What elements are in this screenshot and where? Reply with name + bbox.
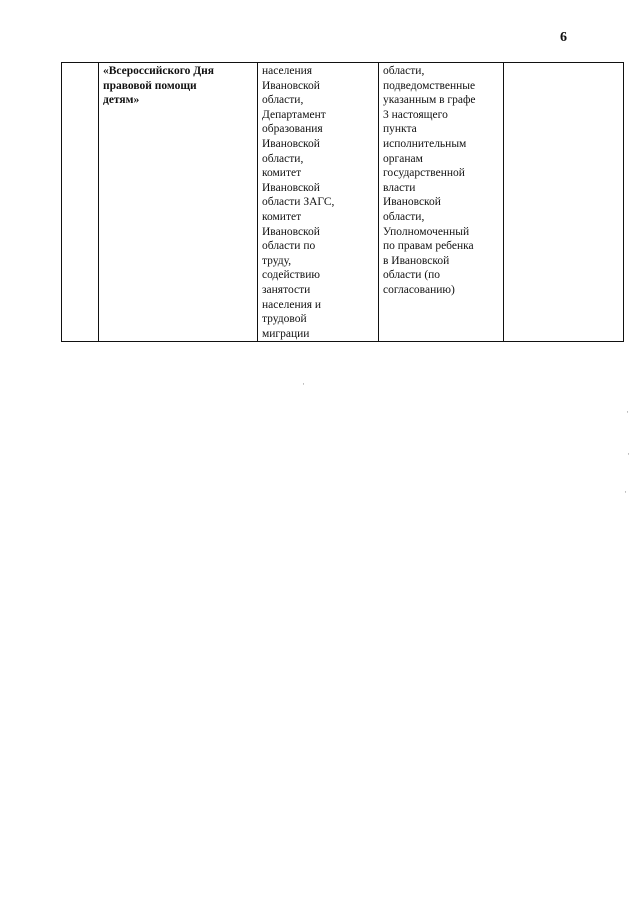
table-row xyxy=(62,63,624,342)
page-number: 6 xyxy=(560,30,567,45)
scan-speck: · xyxy=(302,379,305,389)
responsible-cell: населения Ивановской области, Департамент образования Ивановской области, комитет Ивановской области ЗАГС, комитет Ивановской области по труду, содействию занятости населения и трудовой миграции xyxy=(258,63,379,342)
events-table xyxy=(61,62,624,342)
scan-speck: · xyxy=(624,487,627,497)
event-name-cell: «Всероссийского Дня правовой помощи детям» xyxy=(99,63,258,342)
participants-cell: области, подведомственные указанным в графе 3 настоящего пункта исполнительным органам государственной власти Ивановской области, Уполномоченный по правам ребенка в Ивановской области (по согласованию) xyxy=(379,63,504,342)
scan-speck: · xyxy=(626,407,629,417)
row-number-cell xyxy=(62,63,99,342)
note-cell xyxy=(504,63,624,342)
scan-speck: · xyxy=(627,449,630,459)
